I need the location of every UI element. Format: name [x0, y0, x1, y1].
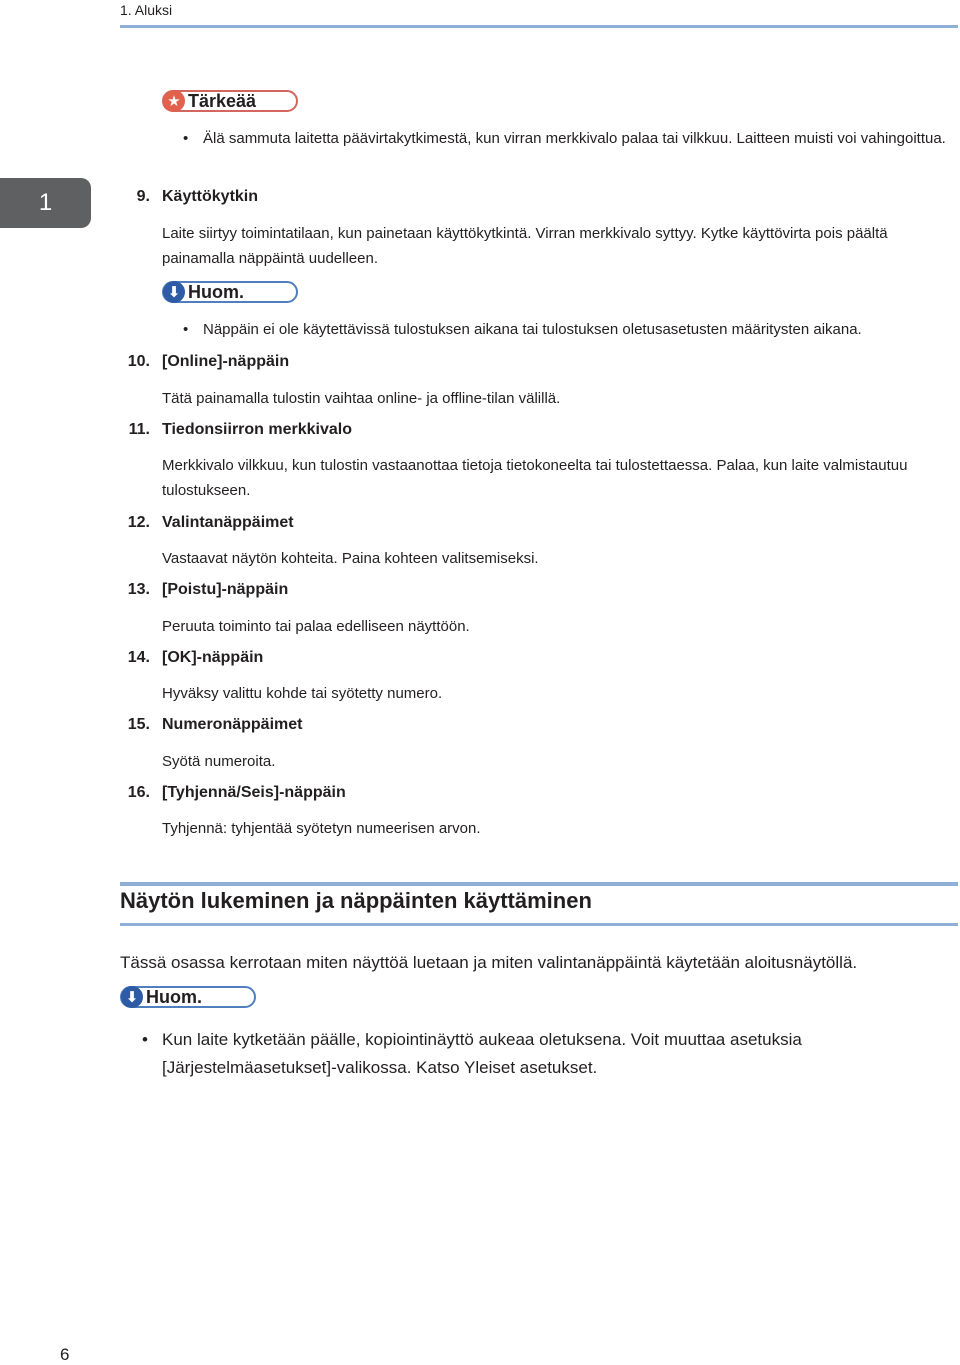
item-description: Hyväksy valittu kohde tai syötetty numero. [162, 685, 443, 702]
item-title: Numeronäppäimet [162, 716, 303, 733]
item-title: Käyttökytkin [162, 188, 259, 205]
page-number: 6 [60, 1345, 70, 1364]
item-title: Tiedonsiirron merkkivalo [162, 421, 352, 438]
chapter-tab: 1 [0, 178, 91, 228]
note-label-text: Huom. [146, 986, 202, 1007]
arrow-down-icon: ⬇ [121, 986, 143, 1008]
item-number: 14. [127, 649, 150, 666]
item-title: [OK]-näppäin [162, 649, 264, 666]
arrow-down-icon: ⬇ [163, 281, 185, 303]
item-description: Tyhjennä: tyhjentää syötetyn numeerisen arvon. [162, 820, 481, 837]
section-title: Näytön lukeminen ja näppäinten käyttäminen [120, 888, 592, 913]
item-description: Laite siirtyy toimintatilaan, kun painetaan käyttökytkintä. Virran merkkivalo syttyy. Kytke käyttövirta pois päältä painamalla näppäintä uudelleen. [162, 225, 888, 267]
item-number: 15. [127, 716, 150, 733]
item-description: Vastaavat näytön kohteita. Paina kohteen valitsemiseksi. [162, 550, 539, 567]
item-title: [Poistu]-näppäin [162, 581, 289, 598]
note-item: • Näppäin ei ole käytettävissä tulostuksen aikana tai tulostuksen oletusasetusten määritysten aikana. [203, 317, 948, 342]
item-description: Merkkivalo vilkkuu, kun tulostin vastaanottaa tietoja tietokoneelta tai tulostettaessa. Palaa, kun laite valmistautuu tulostukseen. [162, 457, 908, 499]
note-item: • Kun laite kytketään päälle, kopiointinäyttö aukeaa oletuksena. Voit muuttaa asetuksia [Järjestelmäasetukset]-valikossa. Katso Yleiset asetukset. [162, 1026, 937, 1082]
important-label [162, 90, 298, 112]
item-title: [Tyhjennä/Seis]-näppäin [162, 784, 346, 801]
note-label-text: Huom. [188, 281, 244, 302]
note-label [162, 281, 298, 303]
item-description: Tätä painamalla tulostin vaihtaa online- ja offline-tilan välillä. [162, 390, 561, 407]
item-number: 16. [127, 784, 150, 801]
item-number: 12. [127, 514, 150, 531]
important-item: • Älä sammuta laitetta päävirtakytkimestä, kun virran merkkivalo palaa tai vilkkuu. Laitteen muisti voi vahingoittua. [203, 127, 948, 151]
item-number: 9. [136, 188, 150, 205]
item-number: 11. [128, 421, 150, 438]
item-title: [Online]-näppäin [162, 353, 290, 370]
note-label [120, 986, 256, 1008]
item-number: 10. [127, 353, 150, 370]
section-intro: Tässä osassa kerrotaan miten näyttöä luetaan ja miten valintanäppäintä käytetään aloitusnäytöllä. [120, 953, 858, 972]
running-header: 1. Aluksi [120, 2, 173, 18]
item-number: 13. [127, 581, 150, 598]
item-description: Syötä numeroita. [162, 753, 276, 770]
item-description: Peruuta toiminto tai palaa edelliseen näyttöön. [162, 618, 470, 635]
section-rule-bottom [120, 923, 958, 926]
important-label-text: Tärkeää [188, 90, 257, 111]
star-icon: ★ [163, 90, 185, 112]
header-rule [120, 25, 958, 28]
section-rule-top [120, 882, 958, 886]
item-title: Valintanäppäimet [162, 514, 294, 531]
